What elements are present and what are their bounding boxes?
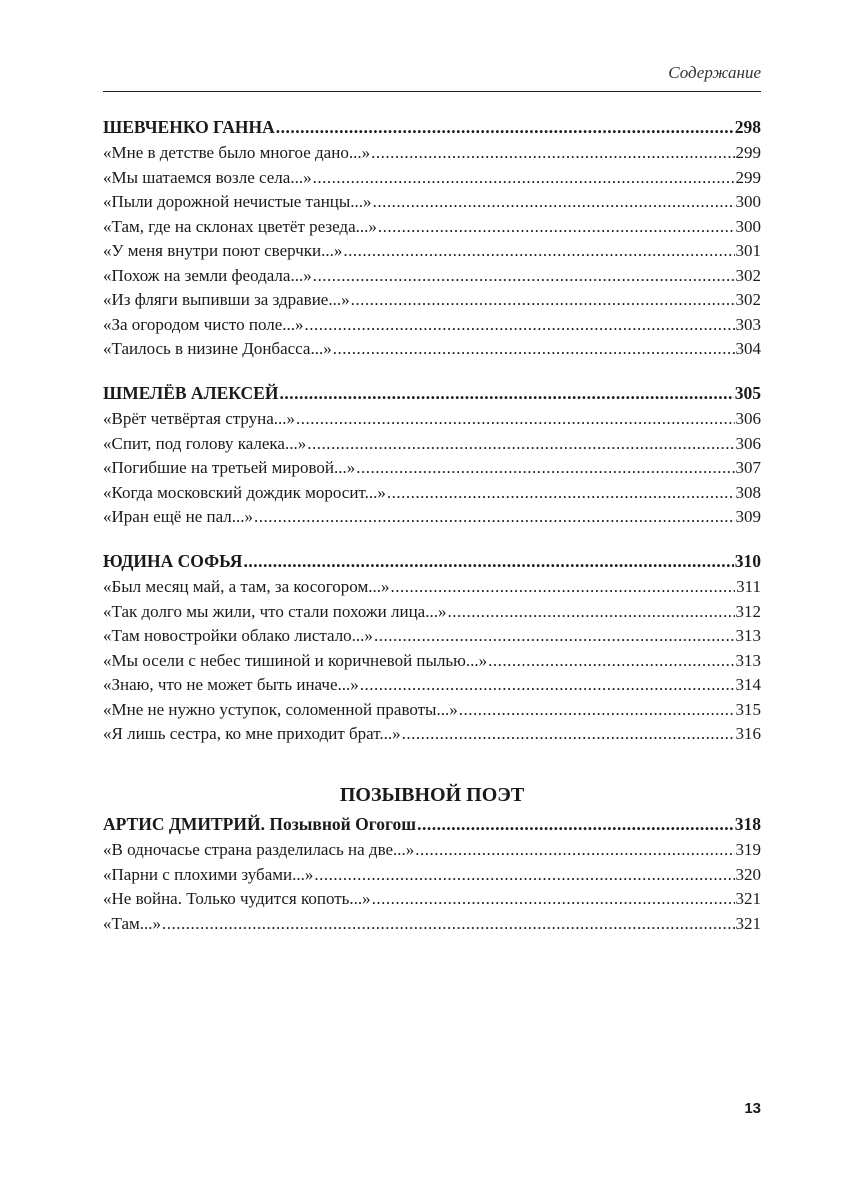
toc-title: «Так долго мы жили, что стали похожи лица...» xyxy=(103,601,447,621)
dot-leader xyxy=(333,337,735,362)
toc-entry xyxy=(103,649,761,674)
toc-page-number: 309 xyxy=(735,507,761,526)
toc-page-number: 305 xyxy=(734,383,761,403)
toc-entry xyxy=(103,456,761,481)
toc-page-number: 320 xyxy=(735,864,761,884)
toc-author-heading xyxy=(103,115,761,141)
toc-title: ШМЕЛЁВ АЛЕКСЕЙ xyxy=(103,383,279,403)
toc-entry xyxy=(103,838,761,863)
toc-entry xyxy=(103,215,761,240)
toc-title: «Из фляги выпивши за здравие...» xyxy=(103,290,350,309)
toc-entry xyxy=(103,264,761,289)
toc-title: «Иран ещё не пал...» xyxy=(103,507,254,526)
dot-leader xyxy=(402,722,735,747)
dot-leader xyxy=(378,215,735,240)
toc-page-number: 313 xyxy=(735,650,761,670)
dot-leader xyxy=(356,456,734,481)
toc-entry xyxy=(103,432,761,457)
toc-title: «Врёт четвёртая струна...» xyxy=(103,409,296,428)
dot-leader xyxy=(313,264,735,289)
toc-page-number: 302 xyxy=(735,265,761,285)
toc-entry xyxy=(103,624,761,649)
toc-title: ШЕВЧЕНКО ГАННА xyxy=(103,117,275,137)
toc-page-number: 319 xyxy=(735,840,761,859)
dot-leader xyxy=(305,313,735,338)
toc-entry xyxy=(103,337,761,362)
toc-page-number: 298 xyxy=(734,117,761,137)
toc-entry xyxy=(103,863,761,888)
toc-entry xyxy=(103,166,761,191)
section-gap xyxy=(103,530,761,550)
toc-title: «Спит, под голову калека...» xyxy=(103,433,307,453)
dot-leader xyxy=(415,838,734,863)
toc-page-number: 321 xyxy=(735,889,761,908)
section-gap xyxy=(103,747,761,767)
toc-page-number: 311 xyxy=(736,577,761,596)
toc-title: «Там новостройки облако листало...» xyxy=(103,626,373,645)
toc-page-number: 314 xyxy=(735,675,761,694)
toc-entry xyxy=(103,673,761,698)
toc-entry xyxy=(103,481,761,506)
toc-page-number: 307 xyxy=(735,458,761,477)
dot-leader xyxy=(279,381,733,406)
toc-page-number: 321 xyxy=(735,913,761,933)
dot-leader xyxy=(387,481,735,506)
toc-title: «Знаю, что не может быть иначе...» xyxy=(103,675,359,694)
toc-entry xyxy=(103,141,761,166)
toc-title: «Пыли дорожной нечистые танцы...» xyxy=(103,192,372,211)
dot-leader xyxy=(162,912,734,937)
toc-title: «Мы шатаемся возле села...» xyxy=(103,167,312,187)
dot-leader xyxy=(254,505,734,530)
toc-page-number: 299 xyxy=(735,143,761,162)
toc-page-number: 306 xyxy=(735,433,761,453)
toc-page-number: 316 xyxy=(735,724,761,743)
toc-page-number: 299 xyxy=(735,167,761,187)
dot-leader xyxy=(313,166,735,191)
toc-title: «Когда московский дождик моросит...» xyxy=(103,482,386,502)
toc-page-number: 300 xyxy=(735,216,761,236)
dot-leader xyxy=(351,288,735,313)
dot-leader xyxy=(307,432,734,457)
toc-page-number: 302 xyxy=(735,290,761,309)
toc-page-number: 304 xyxy=(735,339,761,358)
toc-title: «Мне не нужно уступок, соломенной правоты...» xyxy=(103,699,458,719)
dot-leader xyxy=(373,190,735,215)
toc-page-number: 315 xyxy=(735,699,761,719)
section-gap xyxy=(103,362,761,382)
toc-page-number: 306 xyxy=(735,409,761,428)
toc-title: «У меня внутри поют сверчки...» xyxy=(103,241,343,260)
toc-entry xyxy=(103,912,761,937)
toc-title: «Не война. Только чудится копоть...» xyxy=(103,889,371,908)
toc-entry xyxy=(103,313,761,338)
toc-page-number: 301 xyxy=(735,241,761,260)
dot-leader xyxy=(391,575,736,600)
toc-entry xyxy=(103,887,761,912)
toc-author-heading xyxy=(103,812,761,838)
dot-leader xyxy=(372,887,735,912)
toc-title: «За огородом чисто поле...» xyxy=(103,314,304,334)
dot-leader xyxy=(276,115,734,140)
dot-leader xyxy=(360,673,735,698)
toc-page-number: 300 xyxy=(735,192,761,211)
toc-title: «Мы осели с небес тишиной и коричневой пылью...» xyxy=(103,650,488,670)
toc-title: «Похож на земли феодала...» xyxy=(103,265,312,285)
toc-page-number: 310 xyxy=(734,551,761,571)
toc-title: «Там...» xyxy=(103,913,162,933)
toc-title: «Погибшие на третьей мировой...» xyxy=(103,458,356,477)
dot-leader xyxy=(447,600,734,625)
dot-leader xyxy=(374,624,735,649)
dot-leader xyxy=(296,407,734,432)
toc-entry xyxy=(103,407,761,432)
toc-entry xyxy=(103,575,761,600)
toc-page-number: 303 xyxy=(735,314,761,334)
toc-entry xyxy=(103,600,761,625)
table-of-contents xyxy=(103,115,761,936)
header-rule xyxy=(103,91,761,92)
toc-page-number: 318 xyxy=(734,814,761,834)
dot-leader xyxy=(459,698,735,723)
dot-leader xyxy=(243,549,733,574)
toc-page-number: 312 xyxy=(735,601,761,621)
toc-title: ЮДИНА СОФЬЯ xyxy=(103,551,243,571)
toc-author-heading xyxy=(103,549,761,575)
toc-entry xyxy=(103,239,761,264)
toc-page-number: 313 xyxy=(735,626,761,645)
toc-entry xyxy=(103,722,761,747)
toc-title: АРТИС ДМИТРИЙ. Позывной Огогош xyxy=(103,814,417,834)
page-number: 13 xyxy=(744,1100,761,1117)
dot-leader xyxy=(488,649,734,674)
toc-title: «Таилось в низине Донбасса...» xyxy=(103,339,332,358)
toc-title: «Парни с плохими зубами...» xyxy=(103,864,314,884)
toc-title: «Я лишь сестра, ко мне приходит брат...» xyxy=(103,724,401,743)
toc-title: «Был месяц май, а там, за косогором...» xyxy=(103,577,390,596)
part-title: ПОЗЫВНОЙ ПОЭТ xyxy=(339,784,525,806)
toc-author-heading xyxy=(103,381,761,407)
toc-title: «Там, где на склонах цветёт резеда...» xyxy=(103,216,377,236)
running-head: Содержание xyxy=(668,63,761,82)
dot-leader xyxy=(314,863,734,888)
toc-entry xyxy=(103,698,761,723)
dot-leader xyxy=(343,239,734,264)
toc-page-number: 308 xyxy=(735,482,761,502)
toc-title: «Мне в детстве было многое дано...» xyxy=(103,143,371,162)
dot-leader xyxy=(417,812,734,837)
toc-entry xyxy=(103,288,761,313)
toc-title: «В одночасье страна разделилась на две...» xyxy=(103,840,415,859)
toc-entry xyxy=(103,190,761,215)
dot-leader xyxy=(371,141,734,166)
toc-entry xyxy=(103,505,761,530)
